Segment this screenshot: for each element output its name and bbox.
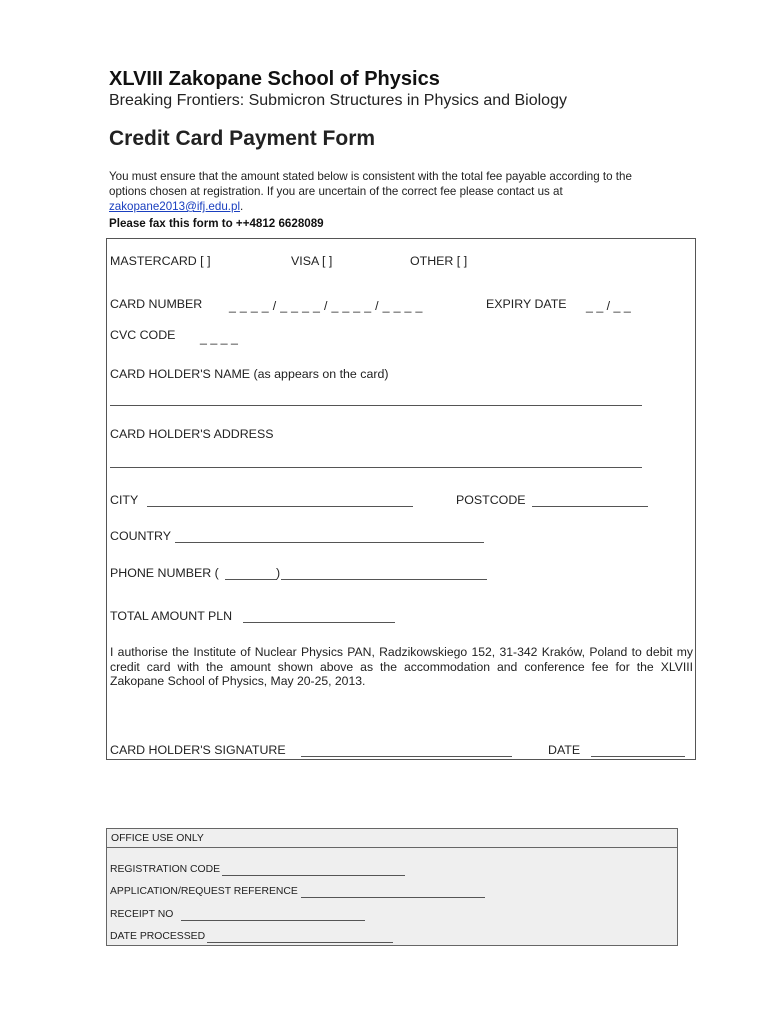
registration-code-label: REGISTRATION CODE bbox=[110, 864, 221, 875]
form-title: Credit Card Payment Form bbox=[109, 127, 376, 150]
total-amount-label: TOTAL AMOUNT PLN bbox=[110, 609, 233, 623]
card-number-field[interactable]: _ _ _ _ / _ _ _ _ / _ _ _ _ / _ _ _ _ bbox=[229, 299, 423, 313]
holder-address-label: CARD HOLDER'S ADDRESS bbox=[110, 427, 274, 441]
city-label: CITY bbox=[110, 493, 139, 507]
application-reference-label: APPLICATION/REQUEST REFERENCE bbox=[110, 886, 298, 897]
country-field[interactable] bbox=[175, 542, 484, 543]
other-option[interactable]: OTHER [ ] bbox=[410, 254, 468, 268]
phone-paren: ) bbox=[276, 566, 281, 580]
fax-instruction: Please fax this form to ++4812 6628089 bbox=[109, 217, 324, 230]
mastercard-option[interactable]: MASTERCARD [ ] bbox=[110, 254, 211, 268]
cvc-code-label: CVC CODE bbox=[110, 328, 176, 342]
cvc-code-field[interactable]: _ _ _ _ bbox=[200, 331, 238, 345]
expiry-date-label: EXPIRY DATE bbox=[486, 297, 567, 311]
date-processed-field[interactable] bbox=[207, 942, 393, 943]
application-reference-field[interactable] bbox=[301, 897, 485, 898]
school-title: XLVIII Zakopane School of Physics bbox=[109, 68, 440, 90]
date-label: DATE bbox=[548, 743, 581, 757]
holder-address-field[interactable] bbox=[110, 467, 642, 468]
date-field[interactable] bbox=[591, 756, 685, 757]
authorisation-text: I authorise the Institute of Nuclear Physics PAN, Radzikowskiego 152, 31-342 Kraków, Poland to debit my credit card with the amount shown above as the accommodation and conference fee for the XLVIII Zakopane School of Physics, May 20-25, 2013. bbox=[110, 645, 693, 688]
receipt-no-field[interactable] bbox=[181, 920, 365, 921]
phone-area-code-field[interactable] bbox=[225, 579, 277, 580]
payment-form-box bbox=[106, 238, 696, 760]
country-label: COUNTRY bbox=[110, 529, 172, 543]
intro-paragraph bbox=[109, 169, 669, 214]
contact-email-link[interactable]: zakopane2013@ifj.edu.pl bbox=[109, 200, 241, 213]
total-amount-field[interactable] bbox=[243, 622, 395, 623]
office-use-box bbox=[106, 828, 678, 946]
signature-field[interactable] bbox=[301, 756, 512, 757]
card-number-label: CARD NUMBER bbox=[110, 297, 203, 311]
phone-number-field[interactable] bbox=[281, 579, 487, 580]
intro-text: You must ensure that the amount stated below is consistent with the total fee payable according to the options chosen at registration. If you are uncertain of the correct fee please contact us at bbox=[109, 170, 632, 198]
office-use-header: OFFICE USE ONLY bbox=[107, 829, 677, 848]
school-subtitle: Breaking Frontiers: Submicron Structures in Physics and Biology bbox=[109, 92, 567, 109]
postcode-field[interactable] bbox=[532, 506, 648, 507]
expiry-date-field[interactable]: _ _ / _ _ bbox=[586, 299, 631, 313]
holder-name-field[interactable] bbox=[110, 405, 642, 406]
registration-code-field[interactable] bbox=[222, 875, 405, 876]
holder-name-label: CARD HOLDER'S NAME (as appears on the card) bbox=[110, 367, 389, 381]
postcode-label: POSTCODE bbox=[456, 493, 526, 507]
signature-label: CARD HOLDER'S SIGNATURE bbox=[110, 743, 286, 757]
visa-option[interactable]: VISA [ ] bbox=[291, 254, 333, 268]
receipt-no-label: RECEIPT NO bbox=[110, 909, 174, 920]
intro-after: . bbox=[240, 200, 244, 213]
date-processed-label: DATE PROCESSED bbox=[110, 931, 206, 942]
city-field[interactable] bbox=[147, 506, 413, 507]
phone-label: PHONE NUMBER ( bbox=[110, 566, 219, 580]
